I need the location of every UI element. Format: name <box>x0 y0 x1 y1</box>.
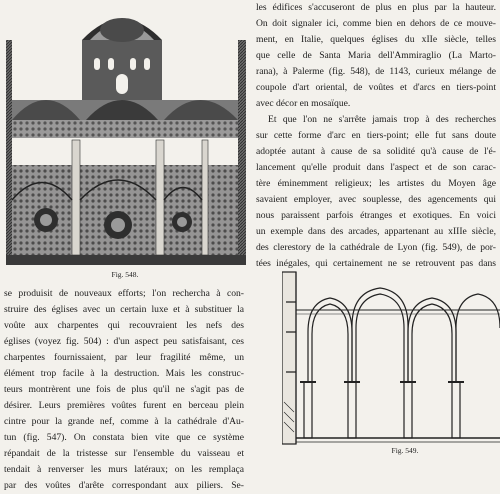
paragraph-line: rana), à Palerme (fig. 548), de 1143, curieux mélange de <box>256 66 496 77</box>
figure-549-illustration <box>282 262 500 446</box>
figure-548-caption: Fig. 548. <box>111 270 139 279</box>
paragraph-line: désirer. Leurs premières voûtes furent en berceau plein <box>4 400 244 411</box>
paragraph-line: nous paraissent parfois étranges et exotiques. En voici <box>256 210 496 221</box>
paragraph-line: les édifices s'accuseront de plus en plus par la hauteur. <box>256 2 496 13</box>
paragraph-line: charpentes fournissaient, par leur fragilité même, un <box>4 352 244 363</box>
paragraph-line: voûte aux charpentes qui recouvraient les nefs des <box>4 320 244 331</box>
paragraph-line: ment, en Italie, quelques églises du xIIe siècle, telles <box>256 34 496 45</box>
paragraph-line: avec décor en mosaïque. <box>256 98 351 109</box>
paragraph-line: teurs montrèrent une fois de plus qu'il ne s'agit pas de <box>4 384 244 395</box>
paragraph-line: un exemple dans des arcades, appartenant au xIIIe siècle, <box>256 226 496 237</box>
paragraph-line: des clerestory de la cathédrale de Lyon (fig. 549), de por- <box>256 242 496 253</box>
paragraph-line: On doit signaler ici, comme bien en dehors de ce mouve- <box>256 18 496 29</box>
figure-548-illustration <box>6 0 246 282</box>
paragraph-line: sur cette forme d'arc en tiers-point; elle fut sans doute <box>256 130 496 141</box>
paragraph-line: élément trop facile à la destruction. Mais les construc- <box>4 368 244 379</box>
paragraph-line: struire des églises avec un certain luxe et à substituer la <box>4 304 244 315</box>
left-text-column <box>4 286 244 494</box>
paragraph-line: tère éminemment religieux; les artistes du Moyen âge <box>256 178 496 189</box>
paragraph-line: lancement qu'elle produit dans l'aspect et de son carac- <box>256 162 496 173</box>
paragraph-line: se produisit de nouveaux efforts; l'on rechercha à con- <box>4 288 244 299</box>
paragraph-line: tun (fig. 547). On constata bien vite que ce système <box>4 432 244 443</box>
paragraph-line: Et que l'on ne s'arrête jamais trop à des recherches <box>268 114 496 125</box>
paragraph-line: répandait de la tristesse sur l'ensemble du vaisseau et <box>4 448 244 459</box>
paragraph-line: savaient employer, avec souplesse, des agencements qui <box>256 194 496 205</box>
paragraph-line: que celle de Santa Maria dell'Ammiraglio (La Marto- <box>256 50 496 61</box>
paragraph-line: cintre pour la grande nef, comme à la cathédrale d'Au- <box>4 416 244 427</box>
right-text-column <box>256 0 496 272</box>
paragraph-line: par des voûtes d'arête correspondant aux piliers. Se- <box>4 480 244 491</box>
paragraph-line: tendait à renverser les murs latéraux; on les remplaça <box>4 464 244 475</box>
paragraph-line: adoptée autant à cause de sa solidité qu'à cause de l'é- <box>256 146 496 157</box>
paragraph-line: églises (voyez fig. 504) : d'un aspect peu satisfaisant, ces <box>4 336 244 347</box>
paragraph-line: tées inégales, qui certainement ne se retrouvent pas dans <box>256 258 496 269</box>
paragraph-line: coupole d'art oriental, de voûtes et d'arcs en tiers-point <box>256 82 496 93</box>
figure-549-caption: Fig. 549. <box>391 446 419 455</box>
